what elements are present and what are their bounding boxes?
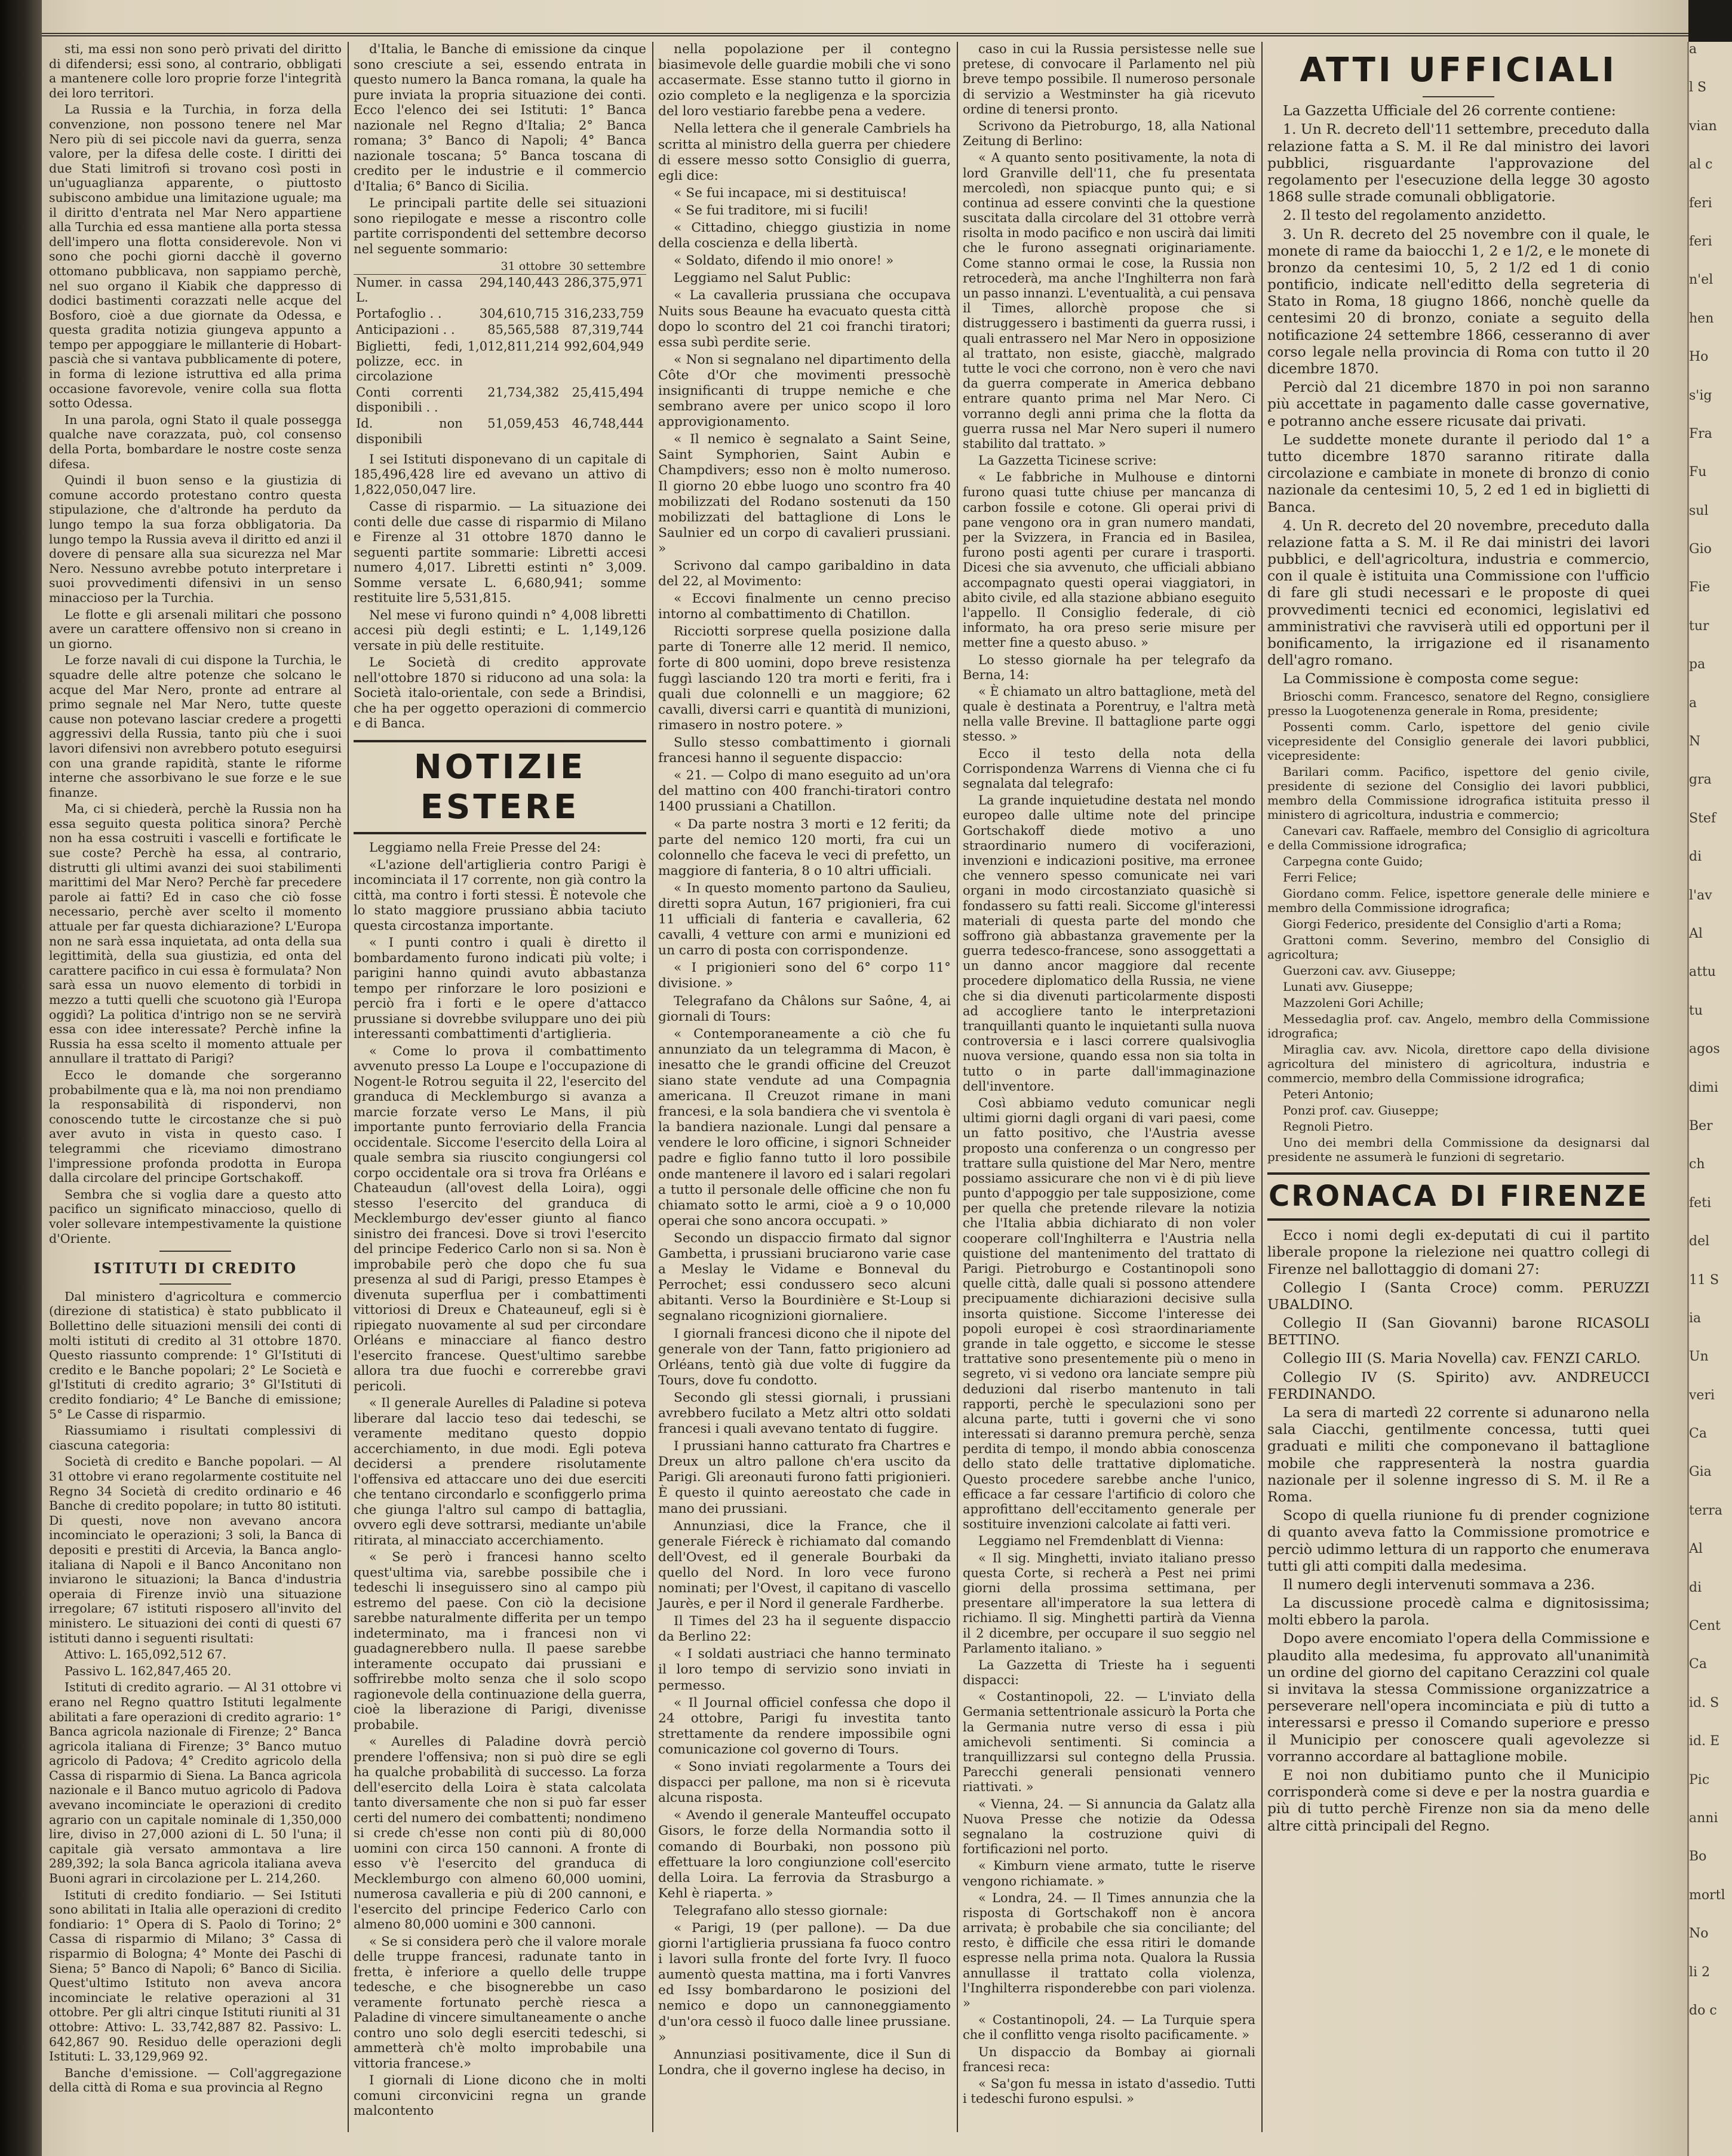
paragraph: Banche d'emissione. — Coll'aggregazione della città di Roma e sua provincia al Regno: [49, 2065, 342, 2095]
next-page-fragment: Ca: [1689, 1426, 1707, 1442]
paragraph: Miraglia cav. avv. Nicola, direttore capo della divisione agricoltura del ministero di agricoltura, industria e commercio, membro della Commissione idrografica;: [1267, 1042, 1650, 1085]
row-value: 316,233,759: [564, 306, 644, 321]
paragraph: Leggiamo nel Salut Public:: [674, 271, 851, 286]
next-page-fragment: 11 S: [1689, 1272, 1719, 1288]
paragraph: « 21. — Colpo di mano eseguito ad un'ora del mattino con 400 franchi-tiratori contro 1400 prussiani a Chatillon.: [658, 768, 951, 815]
paragraph: Collegio I (Santa Croce) comm. PERUZZI UBALDINO.: [1267, 1279, 1650, 1313]
paragraph: I sei Istituti disponevano di un capitale di 185,496,428 lire ed avevano un attivo di 1,822,050,047 lire.: [354, 452, 646, 497]
paragraph: 2. Il testo del regolamento anzidetto.: [1283, 207, 1546, 224]
next-page-fragment: Bo: [1689, 1849, 1707, 1865]
paragraph: « Vienna, 24. — Si annuncia da Galatz alla Nuova Presse che notizie da Odessa segnalano la costruzione quivi di fortificazioni nel porto.: [963, 1796, 1255, 1857]
paragraph: « Contemporaneamente a ciò che fu annunziato da un telegramma di Macon, è inesatto che le grandi officine del Creuzot siano state vendute ad una Compagnia americana. Il Creuzot rimane in mani francesi, e la sola bandiera che vi sventola è la bandiera nazionale. Lungi dal pensare a vendere le loro officine, i signori Schneider padre e figlio fanno tutto il loro possibile onde mantenere il lavoro ed i salari regolari a tutto il personale delle officine che non fu chiamato sotto le armi, cioè a 9 o 10,000 operai che sono ancora occupati. »: [658, 1026, 951, 1229]
row-label: Conti correnti disponibili . .: [356, 385, 463, 415]
paragraph: « Da parte nostra 3 morti e 12 feriti; da parte del nemico 120 morti, fra cui un colonnello che faceva le veci di prefetto, un maggiore di fanteria, 8 o 10 altri ufficiali.: [658, 816, 951, 879]
paragraph: 3. Un R. decreto del 25 novembre con il quale, le monete di rame da baiocchi 1, 2 e 1/2, e le monete di bronzo da centesimi 10, 5, 2 1/2 ed 1 di conio pontificio, indicate nell'editto della segreteria di Stato in Roma, 18 giugno 1866, nonchè quelle da centesimi 20 di bronzo, coniate a seguito della notificazione 24 settembre 1866, cesseranno di aver corso legale nella provincia di Roma con tutto il 20 dicembre 1870.: [1267, 225, 1650, 377]
paragraph: Nella lettera che il generale Cambriels ha scritta al ministro della guerra per chiedere di essere messo sotto Consiglio di guerra, egli dice:: [658, 121, 951, 183]
next-page-fragment: a: [1689, 695, 1697, 711]
row-value: 286,375,971: [564, 275, 644, 290]
paragraph: Il numero degli intervenuti sommava a 236.: [1283, 1575, 1595, 1593]
paragraph: Sullo stesso combattimento i giornali francesi hanno il seguente dispaccio:: [658, 735, 951, 766]
paragraph: Ricciotti sorprese quella posizione dalla parte di Tonerre alle 12 merid. Il nemico, forte di 800 uomini, dopo breve resistenza fuggì lasciando 120 tra morti e feriti, fra i quali due colonnelli e un maggiore; 62 cavalli, diversi carri e quantità di munizioni, rimasero in nostro potere. »: [658, 624, 951, 733]
table-row: [354, 306, 646, 322]
next-page-fragment: No: [1689, 1926, 1709, 1942]
column-2-paras: [354, 42, 646, 257]
column-rule: [957, 42, 958, 2132]
column-2-paras3: [354, 840, 646, 2119]
next-page-fragment: di: [1689, 1580, 1702, 1595]
paragraph: Collegio II (San Giovanni) barone RICASOLI BETTINO.: [1267, 1315, 1650, 1349]
paragraph: Casse di risparmio. — La situazione dei conti delle due casse di risparmio di Milano e Firenze al 31 ottobre 1870 danno le seguenti partite sommarie: Libretti accesi numero 4,017. Libretti estinti n° 3,009. Somme versate L. 6,680,941; somme restituite lire 5,531,815.: [354, 499, 646, 606]
next-page-fragment: Al: [1689, 1541, 1703, 1557]
row-label: Numer. in cassa L.: [356, 275, 463, 305]
paragraph: Brioschi comm. Francesco, senatore del Regno, consigliere presso la Luogotenenza generale in Roma, presidente;: [1267, 689, 1650, 718]
row-value: 46,748,444: [572, 416, 644, 431]
paragraph: Canevari cav. Raffaele, membro del Consiglio di agricoltura e della Commissione idrografica;: [1267, 823, 1650, 852]
paragraph: Secondo un dispaccio firmato dal signor Gambetta, i prussiani bruciarono varie case a Meslay le Vidame e Bonneval du Perrochet; essi condussero seco alcuni abitanti. Verso la Bourdinière e St-Loup si segnalano ricognizioni giornaliere.: [658, 1230, 951, 1324]
row-value: 294,140,443: [479, 275, 560, 290]
paragraph: Società di credito e Banche popolari. — Al 31 ottobre vi erano regolarmente costituite nel Regno 34 Società di credito ordinario e 46 Banche di credito popolare; in tutto 80 istituti. Di questi, nove non avevano ancora incominciato le operazioni; 3 soli, la Banca di depositi e prestiti di Arcevia, la Banca anglo-italiana di Napoli e il Banco Anconitano non inviarono le situazioni; la Banca d'industria operaia di Firenze inviò una situazione irregolare; 67 istituti risposero all'invito del ministero. Le situazioni dei conti di questi 67 istituti danno i seguenti risultati:: [49, 1454, 342, 1645]
next-page-fragment: a: [1689, 42, 1697, 57]
row-value: 992,604,949: [564, 339, 644, 354]
paragraph: Carpegna conte Guido;: [1283, 853, 1423, 868]
paragraph: Annunziasi positivamente, dice il Sun di Londra, che il governo inglese ha deciso, in: [658, 2047, 951, 2078]
paragraph: « Sa'gon fu messa in istato d'assedio. Tutti i tedeschi furono espulsi. »: [963, 2076, 1255, 2106]
paragraph: « La cavalleria prussiana che occupava Nuits sous Beaune ha evacuato questa città dopo lo scontro del 21 coi franchi tiratori; essa subì perdite serie.: [658, 288, 951, 350]
row-value: 85,565,588: [487, 323, 560, 337]
newspaper-page: [42, 0, 1725, 2156]
paragraph: Un dispaccio da Bombay ai giornali francesi reca:: [963, 2044, 1255, 2074]
row-value: 21,734,382: [487, 385, 560, 400]
next-page-fragment: feri: [1689, 195, 1712, 211]
table-row: [354, 322, 646, 338]
paragraph: Il Times del 23 ha il seguente dispaccio da Berlino 22:: [658, 1614, 951, 1645]
commission-members: [1267, 689, 1650, 1164]
paragraph: Barilari comm. Pacifico, ispettore del genio civile, presidente di sezione del Consiglio dei lavori pubblici, membro della Commissione idrografica istituita presso il ministero di agricoltura, industria e commercio;: [1267, 764, 1650, 822]
paragraph: « È chiamato un altro battaglione, metà del quale è destinata a Porentruy, e l'altra metà nella valle Brevine. Il battaglione parte oggi stesso. »: [963, 684, 1255, 744]
column-1: [49, 42, 342, 2132]
next-page-fragment: li 2: [1689, 1964, 1710, 1980]
next-page-fragment: tur: [1689, 618, 1709, 634]
paragraph: « Sono inviati regolarmente a Tours dei dispacci per pallone, ma non si è ricevuta alcuna risposta.: [658, 1759, 951, 1806]
paragraph: Ponzi prof. cav. Giuseppe;: [1283, 1102, 1439, 1117]
paragraph: « Come lo prova il combattimento avvenuto presso La Loupe e l'occupazione di Nogent-le Rotrou seguita il 22, l'esercito del granduca di Mecklemburgo si avanza a marcie forzate verso Le Mans, il più importante punto ferroviario della Francia occidentale. Siccome l'esercito della Loira al quale sembra sia riuscito congiungersi col corpo occidentale ora si trova fra Orléans e Chateaudun (all'ovest della Loira), oggi stesso l'esercito del granduca di Mecklemburgo dev'esser giunto al fianco sinistro dei francesi. Dove si trovi l'esercito del principe Federico Carlo non si sa. Non è improbabile però che dopo che fu sua presenza al sud di Parigi, presso Etampes è divenuta superflua per i combattimenti vittoriosi di Dreux e Chateauneuf, egli si è ripiegato nuovamente al sud per circondare Orléans e minacciare al fianco destro l'esercito francese. Quest'ultimo sarebbe allora tra due fuochi e correrebbe gravi pericoli.: [354, 1043, 646, 1394]
paragraph: « I punti contro i quali è diretto il bombardamento furono indicati più volte; i parigini hanno quindi avuto abbastanza tempo per rinforzare le loro posizioni e perciò fra i forti e le opere d'attacco prussiane si dovrebbe sviluppare uno dei più interessanti combattimenti d'artiglieria.: [354, 935, 646, 1042]
paragraph: « Aurelles di Paladine dovrà perciò prendere l'offensiva; non si può dire se egli ha qualche probabilità di successo. La forza dell'esercito della Loira è stata calcolata tanto diversamente che non si può far esser certi del numero dei combattenti; nondimeno si crede ch'esse non conti più di 80,000 uomini con circa 150 cannoni. A fronte di esso v'è l'esercito del granduca di Mecklemburgo con almeno 60,000 uomini, numerosa cavalleria e più di 200 cannoni, e l'esercito del principe Federico Carlo con almeno 80,000 uomini e 300 cannoni.: [354, 1734, 646, 1933]
paragraph: « I prigionieri sono del 6° corpo 11° divisione. »: [658, 960, 951, 991]
next-page-fragment: s'ig: [1689, 388, 1712, 403]
paragraph: « Kimburn viene armato, tutte le riserve vengono richiamate. »: [963, 1859, 1255, 1888]
row-value: 87,319,744: [572, 323, 644, 337]
next-page-fragment: gra: [1689, 772, 1712, 788]
paragraph: Mazzoleni Gori Achille;: [1283, 995, 1424, 1010]
next-page-fragment: vian: [1689, 118, 1717, 134]
paragraph: Lunati avv. Giuseppe;: [1283, 979, 1414, 994]
paragraph: Ecco i nomi degli ex-deputati di cui il partito liberale propone la rielezione nei quattro collegi di Firenze nel ballottaggio di domani 27:: [1267, 1227, 1650, 1277]
paragraph: « Il nemico è segnalato a Saint Seine, Saint Symphorien, Saint Aubin e Champdivers; esso non è molto numeroso. Il giorno 20 ebbe luogo uno scontro fra 40 mobilizzati del Rodano sostenuti da 150 mobilizzati del battaglione di Lons le Saulnier ed un corpo di cavalieri prussiani. »: [658, 432, 951, 556]
paragraph: nella popolazione per il contegno biasimevole delle guardie mobili che vi sono accasermate. Esse stanno tutto il giorno in ozio completo e la negligenza e la sporcizia del loro vestiario farebbe pena a vedere.: [658, 42, 951, 119]
table-row: [354, 385, 646, 416]
next-page-fragment: ch: [1689, 1157, 1705, 1172]
section-heading-official-acts: ATTI UFFICIALI: [1300, 51, 1617, 90]
paragraph: « A quanto sento positivamente, la nota di lord Granville dell'11, che fu presentata mercoledì, non spiacque punto qui; e si continua ad essere convinti che la questione suscitata dalla circolare del 31 ottobre verrà risolta in modo pacifico e non uscirà dai limiti che le furono assegnati originariamente. Come stanno ormai le cose, la Russia non retrocederà, ma anche l'Inghilterra non farà un passo innanzi. L'eventualità, a cui pensava il Times, allorchè propose che si distruggessero i bastimenti da guerra russi, i quali entrassero nel Mar Nero in opposizione al trattato, non esiste, giacchè, malgrado tutte le voci che corrono, non è vero che navi da guerra comperate in America debbano entrare quanto prima nel Mar Nero. Ci vorranno degli anni prima che la flotta da guerra russa nel Mar Nero superi il numero stabilito dal trattato. »: [963, 151, 1255, 451]
next-page-fragment: sul: [1689, 503, 1709, 518]
paragraph: « Il sig. Minghetti, inviato italiano presso questa Corte, si recherà a Pest nei primi giorni della prossima settimana, per presentare all'imperatore la sua lettera di richiamo. Il sig. Minghetti partirà da Vienna il 2 dicembre, per occupare il suo seggio nel Parlamento italiano. »: [963, 1550, 1255, 1656]
book-spine: [0, 0, 42, 2156]
paragraph: Messedaglia prof. cav. Angelo, membro della Commissione idrografica;: [1267, 1011, 1650, 1040]
paragraph: 1. Un R. decreto dell'11 settembre, preceduto dalla relazione fatta a S. M. il Re dal ministro dei lavori pubblici, risguardante l'approvazione del regolamento per l'esecuzione della legge 30 agosto 1868 sulle strade comunali obbligatorie.: [1267, 121, 1650, 205]
paragraph: « Se si considera però che il valore morale delle truppe francesi, radunate tanto in fretta, è inferiore a quello delle truppe tedesche, e che bisognerebbe un caso veramente fortunato perchè riesca a Paladine di vincere simultaneamente o anche contro uno solo degli eserciti tedeschi, si ammetterà ch'è molto improbabile una vittoria francese.»: [354, 1934, 646, 2071]
paragraph: Scopo di quella riunione fu di prender cognizione di quanto aveva fatto la Commissione promotrice e perciò udimmo lettura di un rapporto che enumerava tutti gli atti compiti dalla medesima.: [1267, 1507, 1650, 1574]
row-label: Portafoglio . .: [356, 306, 442, 321]
next-page-fragment: anni: [1689, 1810, 1718, 1826]
paragraph: « Costantinopoli, 24. — La Turquie spera che il conflitto venga risolto pacificamente. »: [963, 2013, 1255, 2043]
paragraph: La Russia e la Turchia, in forza della convenzione, non possono tenere nel Mar Nero più di sei piccole navi da guerra, senza valore, per la difesa delle coste. I diritti dei due Stati limitrofi si trovano così posti in un'uguaglianza apparente, o piuttosto subiscono ambidue una limitazione uguale; ma il diritto d'entrata nel Mar Nero appartiene alla Turchia ed essa mantiene alla porta stessa dell'impero una flotta considerevole. Non vi sono che pochi giorni dacchè il governo ottomano pubblicava, non sappiamo perchè, nel suo organo il Kiabik che dappresso di dodici bastimenti corazzati nelle acque del Bosforo, cioè a due giornate da Odessa, e questa gradita notizia giungeva appunto a tempo per appoggiare le millanterie di Hobart-pascià che si vantava pubblicamente di potere, in forma di lezione istruttiva ed alla prima occasione favorevole, venire colla sua flotta sotto Odessa.: [49, 102, 342, 411]
next-page-fragment: mortl: [1689, 1887, 1725, 1903]
paragraph: Sembra che si voglia dare a questo atto pacifico un significato minaccioso, quello di voler sollevare intempestivamente la quistione d'Oriente.: [49, 1187, 342, 1246]
section-heading-credit: ISTITUTI DI CREDITO: [93, 1260, 297, 1277]
paragraph: Ma, ci si chiederà, perchè la Russia non ha essa seguito questa politica sinora? Perchè non ha essa costruiti i vascelli e fortificate le sue coste? Perchè ha essa, al contrario, distrutti gli ultimi avanzi dei suoi stabilimenti marittimi del Mar Nero? Perchè far precedere parole ai fatti? Ed in caso che ciò fosse necessario, perchè aver scelto il momento attuale per far questa dichiarazione? L'Europa non ne sarà essa inquietata, ad onta della sua legittimità, della sua giustizia, ed onta del carattere pacifico in cui essa è formulata? Non sarà essa un nuovo elemento di torbidi in mezzo a tutti quelli che scuotono già l'Europa oggidì? La politica d'intrigo non se ne servirà essa con idee interessate? Perchè infine la Russia ha essa scelto il momento attuale per annullare il trattato di Parigi?: [49, 801, 342, 1066]
paragraph: Così abbiamo veduto comunicar negli ultimi giorni dagli organi di vari paesi, come un fatto positivo, che l'Austria avesse proposto una conferenza o un congresso per trattare sulla quistione del Mar Nero, mentre possiamo assicurare che non vi è di più lieve punto d'appoggio per tale supposizione, come per quella che pretende rilevare la notizia che l'Italia abbia dichiarato di non voler cooperare coll'Inghilterra e l'Austria nella quistione del mantenimento del trattato di Parigi. Pietroburgo e Costantinopoli sono quelle città, dalle quali si possono attendere precipuamente dichiarazioni decisive sulla insorta quistione. Siccome l'interesse dei popoli europei è così straordinariamente grande in tale oggetto, e siccome le stesse trattative sono presentemente più o meno in segreto, vi si vedono ora lanciate sempre più deduzioni dal riserbo mantenuto in tali rapporti, perchè le speculazioni sono per alcuna parte, tutti i governi che vi sono interessati si daranno premura perchè, senza perdita di tempo, il mondo abbia conoscenza dello stato delle trattative diplomatiche. Questo procedere sarebbe anche l'unico, efficace a far cessare l'artificio di coloro che approfittano dell'eccitamento generale per sostituire invenzioni calcolate ai fatti veri.: [963, 1095, 1255, 1532]
paragraph: La sera di martedì 22 corrente si adunarono nella sala Ciacchi, gentilmente concessa, tutti quei graduati e militi che componevano il battaglione mobile che rappresenterà la nostra guardia nazionale per il solenne ingresso di S. M. il Re a Roma.: [1267, 1404, 1650, 1505]
paragraph: Dal ministero d'agricoltura e commercio (direzione di statistica) è stato pubblicato il Bollettino delle situazioni mensili dei conti di molti istituti di credito al 31 ottobre 1870. Questo riassunto comprende: 1° Gl'Istituti di credito e le Banche popolari; 2° Le Società e gl'Istituti di credito agrario; 3° Gl'Istituti di credito fondiario; 4° Le Banche di emissione; 5° Le Casse di risparmio.: [49, 1289, 342, 1421]
table-body: [354, 274, 646, 447]
next-page-fragment: Al: [1689, 926, 1703, 941]
next-page-fragment: hen: [1689, 311, 1714, 326]
separator: [159, 1251, 231, 1252]
section-heading-florence: CRONACA DI FIRENZE: [1267, 1172, 1650, 1221]
column-rule: [1261, 42, 1263, 2132]
next-page-fragment: terra: [1689, 1503, 1723, 1518]
row-value: 51,059,453: [487, 416, 560, 431]
table-corner: [354, 259, 465, 274]
next-page-fragment: pa: [1689, 657, 1706, 672]
next-page-fragment: feti: [1689, 1195, 1712, 1211]
column-2: [354, 42, 646, 2132]
paragraph: Ecco il testo della nota della Corrispondenza Warrens di Vienna che ci fu segnalata dal telegrafo:: [963, 746, 1255, 791]
paragraph: Le forze navali di cui dispone la Turchia, le squadre delle altre potenze che solcano le acque del Mar Nero, pronte ad entrare al primo segnale nel Mar Nero, tutte queste cause non potevano lasciar credere a progetti aggressivi della Russia, tanto più che i suoi lavori difensivi non avrebbero potuto eseguirsi con una grande rapidità, stante le riforme interne che assorbivano le sue forze e le sue finanze.: [49, 653, 342, 800]
paragraph: « In questo momento partono da Saulieu, diretti sopra Autun, 167 prigionieri, fra cui 11 ufficiali di fanteria e cavalleria, 62 cavalli, 4 vetture con armi e munizioni ed un carro di posta con corrispondenze.: [658, 880, 951, 959]
row-label: Id. non disponibili: [356, 416, 463, 446]
paragraph: Leggiamo nel Fremdenblatt di Vienna:: [978, 1534, 1224, 1549]
next-page-fragment: feri: [1689, 234, 1712, 249]
next-page-fragment: id. S: [1689, 1695, 1719, 1710]
paragraph: d'Italia, le Banche di emissione da cinque sono cresciute a sei, essendo entrata in questo numero la Banca romana, la quale ha pure inviata la propria situazione dei conti. Ecco l'elenco dei sei Istituti: 1° Banca nazionale nel Regno d'Italia; 2° Banca romana; 3° Banco di Napoli; 4° Banca nazionale toscana; 5° Banca toscana di credito per le industrie e il commercio d'Italia; 6° Banco di Sicilia.: [354, 42, 646, 194]
next-page-fragment: Un: [1689, 1349, 1709, 1365]
next-page-fragment: attu: [1689, 965, 1716, 980]
next-page-fragment: do c: [1689, 2003, 1717, 2018]
paragraph: Le flotte e gli arsenali militari che possono avere un carattere offensivo non si creano in un giorno.: [49, 607, 342, 651]
row-label: Biglietti, fedi, polizze, ecc. in circolazione: [356, 339, 463, 383]
paragraph: Ecco le domande che sorgeranno probabilmente qua e là, ma noi non prendiamo la responsabilità di rispondervi, non conoscendo tutte le circostanze che si può aver avuto in vista in questo caso. I telegrammi che riceviamo dimostrano l'impressione profonda prodotta in Europa dalla circolare del principe Gortschakoff.: [49, 1067, 342, 1186]
paragraph: « Cittadino, chieggo giustizia in nome della coscienza e della libertà.: [658, 220, 951, 251]
next-page-fragment: N: [1689, 734, 1701, 750]
column-1-paras2: [49, 1289, 342, 2095]
paragraph: sti, ma essi non sono però privati del diritto di difendersi; essi sono, al contrario, obbligati a mantenere colle loro proprie forze l'integrità dei loro territori.: [49, 42, 342, 100]
column-1-paras: [49, 42, 342, 1246]
next-page-fragment: Ca: [1689, 1657, 1707, 1672]
paragraph: « I soldati austriaci che hanno terminato il loro tempo di servizio sono inviati in permesso.: [658, 1647, 951, 1693]
next-page-fragment: Gio: [1689, 542, 1712, 557]
column-5-paras: [1267, 102, 1650, 687]
next-page-fragment: l'av: [1689, 887, 1712, 903]
paragraph: « Avendo il generale Manteuffel occupato Gisors, le forze della Normandia sotto il comando di Bourbaki, non possono più effettuare la loro congiunzione coll'esercito della Loira. La ferrovia da Strasburgo a Kehl è riaperta. »: [658, 1808, 951, 1901]
paragraph: Istituti di credito fondiario. — Sei Istituti sono abilitati in Italia alle operazioni di credito fondiario: 1° Opera di S. Paolo di Torino; 2° Cassa di risparmio di Milano; 3° Cassa di risparmio di Bologna; 4° Monte dei Paschi di Siena; 5° Banco di Napoli; 6° Banco di Sicilia. Quest'ultimo Istituto non aveva ancora incominciate le relative operazioni al 31 ottobre. Per gli altri cinque Istituti riuniti al 31 ottobre: Attivo: L. 33,742,887 82. Passivo: L. 642,867 90. Residuo delle operazioni degli Istituti: L. 33,129,969 92.: [49, 1887, 342, 2064]
row-value: 25,415,494: [572, 385, 644, 400]
paragraph: Giorgi Federico, presidente del Consiglio d'arti a Roma;: [1283, 916, 1622, 931]
paragraph: « Il Journal officiel confessa che dopo il 24 ottobre, Parigi fu investita tanto strettamente da rendere impossibile ogni comunicazione col governo di Tours.: [658, 1695, 951, 1757]
next-page-fragment: n'el: [1689, 272, 1713, 288]
paragraph: I giornali francesi dicono che il nipote del generale von der Tann, fatto prigioniero ad Orléans, tentò già due volte di fuggire da Tours, dove fu condotto.: [658, 1326, 951, 1388]
next-page-fragment: ia: [1689, 1310, 1702, 1326]
table-row: [354, 339, 646, 385]
top-rule: [42, 0, 1688, 36]
row-label: Anticipazioni . .: [356, 323, 455, 337]
paragraph: Le Società di credito approvate nell'ottobre 1870 si riducono ad una sola: la Società italo-orientale, con sede a Brindisi, che ha per oggetto operazioni di commercio e di Banca.: [354, 655, 646, 732]
table-head-september: 30 settembre: [561, 259, 646, 274]
next-page-fragment: tu: [1689, 1003, 1703, 1018]
paragraph: Uno dei membri della Commissione da designarsi dal presidente ne assumerà le funzioni di segretario.: [1267, 1135, 1650, 1164]
paragraph: Passivo L. 162,847,465 20.: [65, 1663, 232, 1678]
paragraph: Guerzoni cav. avv. Giuseppe;: [1283, 963, 1456, 978]
paragraph: Regnoli Pietro.: [1283, 1119, 1374, 1134]
paragraph: La Commissione è composta come segue:: [1283, 670, 1579, 687]
row-value: 1,012,811,214: [467, 339, 560, 354]
paragraph: « Londra, 24. — Il Times annunzia che la risposta di Gortschakoff non è ancora arrivata; è probabile che sia conciliante; del resto, è difficile che essa ritiri le domande espresse nella prima nota. Qualora la Russia annullasse il trattato colla violenza, l'Inghilterra risponderebbe con pari violenza. »: [963, 1890, 1255, 2010]
paragraph: Istituti di credito agrario. — Al 31 ottobre vi erano nel Regno quattro Istituti legalmente abilitati a fare operazioni di credito agrario: 1° Banca agricola nazionale di Firenze; 2° Banca agricola italiana di Firenze; 3° Banco mutuo agricolo di Padova; 4° Credito agricolo della Cassa di risparmio di Siena. La Banca agricola nazionale e il Banco mutuo agricolo di Padova avevano incominciate le operazioni di credito agrario con un capitale nominale di 1,350,000 lire, diviso in 27,000 azioni di L. 50 l'una; il capitale già versato ammontava a lire 289,392; la sola Banca agricola italiana aveva Buoni agrari in circolazione per L. 214,260.: [49, 1680, 342, 1886]
next-page-fragment: Fu: [1689, 465, 1707, 480]
paragraph: I giornali di Lione dicono che in molti comuni circonvicini regna un grande malcontento: [354, 2073, 646, 2119]
paragraph: Attivo: L. 165,092,512 67.: [65, 1647, 227, 1662]
paragraph: Lo stesso giornale ha per telegrafo da Berna, 14:: [963, 652, 1255, 682]
paragraph: Leggiamo nella Freie Presse del 24:: [369, 840, 601, 856]
row-value: 304,610,715: [479, 306, 560, 321]
paragraph: La grande inquietudine destata nel mondo europeo dalle ultime note del principe Gortschakoff diede motivo a uno straordinario numero di vociferazioni, invenzioni e indicazioni positive, ma erronee che vennero spesso comunicate nei vari organi in modo circostanziato quasichè si fondassero su fatti reali. Siccome gl'interessi materiali di questa parte del mondo che soffrono già abbastanza gravemente per la guerra tedesco-francese, sono assoggettati a un danno ancor maggiore dal recente procedere diplomatico della Russia, ne viene che si dia divenuti particolarmente disposti ad accogliere tanto le interpretazioni tranquillanti quanto le inquietanti sulla nuova controversia e i lasci correre qualsivoglia nuova versione, quando essa non sia tolta in tutto o in parte dall'immaginazione dell'inventore.: [963, 793, 1255, 1094]
column-rule: [652, 42, 653, 2132]
paragraph: « Costantinopoli, 22. — L'inviato della Germania settentrionale assicurò la Porta che la Germania nutre verso di essa i più amichevoli sentimenti. Si comincia a tranquillizzarsi sul contegno della Prussia. Parecchi generali pensionati vennero riattivati. »: [963, 1690, 1255, 1795]
paragraph: Riassumiamo i risultati complessivi di ciascuna categoria:: [49, 1423, 342, 1452]
next-page-fragment: id. E: [1689, 1734, 1720, 1749]
paragraph: caso in cui la Russia persistesse nelle sue pretese, di convocare il Parlamento nel più breve tempo possibile. Il numeroso personale di servizio a Westminster ha già ricevuto ordine di tenersi pronto.: [963, 42, 1255, 116]
paragraph: Possenti comm. Carlo, ispettore del genio civile vicepresidente del Consiglio generale dei lavori pubblici, vicepresidente:: [1267, 719, 1650, 763]
paragraph: Giordano comm. Felice, ispettore generale delle miniere e membro della Commissione idrografica;: [1267, 886, 1650, 915]
column-5: [1267, 42, 1650, 2132]
paragraph: Telegrafano da Châlons sur Saône, 4, ai giornali di Tours:: [658, 993, 951, 1024]
table-head-october: 31 ottobre: [465, 259, 562, 274]
paragraph: Dopo avere encomiato l'opera della Commissione e plaudito alla medesima, fu approvato all'unanimità un ordine del giorno del capitano Cerazzini col quale si invitava la stessa Commissione organizzatrice a perseverare nell'opera incominciata e più di tutto a interessarsi e presso il Comando superiore e presso il Municipio per conoscere quali agevolezze si vorranno accordare al battaglione mobile.: [1267, 1630, 1650, 1765]
paragraph: 4. Un R. decreto del 20 novembre, preceduto dalla relazione fatta a S. M. il Re dai ministri dei lavori pubblici, e dell'agricoltura, industria e commercio, con il quale è istituita una Commissione con l'ufficio di fare gli studi necessari e le proposte di quei provvedimenti tecnici ed economici, legislativi ed amministrativi che ravviserà utili ed opportuni per il bonificamento, la irrigazione ed il risanamento dell'agro romano.: [1267, 517, 1650, 669]
column-5-paras2: [1267, 1227, 1650, 1834]
next-page-fragment: Fra: [1689, 426, 1712, 441]
paragraph: E noi non dubitiamo punto che il Municipio corrisponderà come si deve e per la nostra guardia e più di tutto perchè Firenze non sia da meno delle altre città principali del Regno.: [1267, 1766, 1650, 1834]
paragraph: Collegio III (S. Maria Novella) cav. FENZI CARLO.: [1283, 1350, 1641, 1367]
next-page-fragment: del: [1689, 1234, 1710, 1249]
paragraph: La Gazzetta Ticinese scrive:: [978, 453, 1157, 468]
paragraph: Peteri Antonio;: [1283, 1086, 1374, 1101]
next-page-fragment: Gia: [1689, 1464, 1712, 1480]
paragraph: « Se fui incapace, mi si destituisca!: [674, 185, 907, 201]
paragraph: Grattoni comm. Severino, membro del Consiglio di agricoltura;: [1267, 932, 1650, 962]
paragraph: Secondo gli stessi giornali, i prussiani avrebbero fucilato a Metz altri otto soldati francesi i quali avevano tentato di fuggire.: [658, 1390, 951, 1437]
paragraph: «L'azione dell'artiglieria contro Parigi è incominciata il 17 corrente, non già contro la città, ma contro i forti stessi. È notevole che lo stato maggiore prussiano abbia taciuto questa circostanza importante.: [354, 857, 646, 933]
paragraph: « Eccovi finalmente un cenno preciso intorno al combattimento di Chatillon.: [658, 591, 951, 622]
column-rule: [348, 42, 349, 2132]
next-page-fragment: Fie: [1689, 580, 1710, 595]
column-4: [963, 42, 1255, 2132]
paragraph: « Se però i francesi hanno scelto quest'ultima via, sarebbe possibile che i tedeschi li inseguissero sino al campo più estremo del paese. Con ciò la decisione sarebbe naturalmente differita per un tempo indeterminato, ma i francesi non vi guadagnerebbero nulla. Il paese sarebbe interamente occupato dai prussiani e soffrirebbe molto senza che il solo scopo ragionevole della continuazione della guerra, cioè la liberazione di Parigi, divenisse probabile.: [354, 1550, 646, 1733]
separator: [159, 1283, 231, 1285]
next-page-fragment: Cent: [1689, 1618, 1721, 1634]
paragraph: Nel mese vi furono quindi n° 4,008 libretti accesi più degli estinti; e L. 1,149,126 versate in più delle restituite.: [354, 607, 646, 653]
paragraph: Annunziasi, dice la France, che il generale Fiéreck è richiamato dal comando dell'Ovest, ed il generale Bourbaki da quello del Nord. In loro vece furono nominati; per l'Ovest, il capitano di vascello Jaurès, e per il Nord il generale Fardherbe.: [658, 1518, 951, 1612]
paragraph: In una parola, ogni Stato il quale possegga qualche nave corazzata, può, col consenso della Porta, bombardare le nostre coste senza difesa.: [49, 412, 342, 471]
column-3-paras: [658, 42, 951, 2078]
paragraph: « Le fabbriche in Mulhouse e dintorni furono quasi tutte chiuse per mancanza di carbon fossile e cotone. Gli operai privi di pane vengono ora in gran numero mandati, per la Svizzera, in Francia ed in Basilea, furono posti agenti per curare i trasporti. Dicesi che sia avvenuto, che ufficiali abbiano accompagnato questi operai viaggiatori, in abito civile, ed alla stazione abbiano eseguito l'appello. Il Consiglio federale, di ciò informato, ha ora preso serie misure per metter fine a questo abuso. »: [963, 470, 1255, 650]
paragraph: « Parigi, 19 (per pallone). — Da due giorni l'artiglieria prussiana fa fuoco contro i lavori sulla fronte del forte Ivry. Il fuoco aumentò questa mattina, ma i forti Vanvres ed Issy bombardarono le posizioni del nemico e dopo un cannoneggiamento d'un'ora cessò il fuoco dalle linee prussiane. »: [658, 1920, 951, 2045]
column-2-paras2: [354, 452, 646, 732]
next-page-fragment: di: [1689, 849, 1702, 865]
paragraph: « Soldato, difendo il mio onore! »: [674, 253, 894, 269]
next-page-fragment: Pic: [1689, 1772, 1710, 1788]
next-page-fragment: al c: [1689, 157, 1713, 173]
paragraph: La discussione procedè calma e dignitosissima; molti ebbero la parola.: [1267, 1595, 1650, 1629]
next-page-fragment: veri: [1689, 1387, 1715, 1403]
paragraph: Scrivono dal campo garibaldino in data del 22, al Movimento:: [658, 558, 951, 589]
next-page-fragment: Ho: [1689, 349, 1709, 365]
paragraph: Quindi il buon senso e la giustizia di comune accordo protestano contro questa stipulazione, che d'altronde ha perduto da lungo tempo la sua forza obbligatoria. Da lungo tempo la Russia aveva il diritto ed anzi il dovere di pensare alla sua sicurezza nel Mar Nero. Nessuno avrebbe potuto interpretare i suoi provvedimenti difensivi in un senso minaccioso per la Turchia.: [49, 473, 342, 605]
paragraph: Scrivono da Pietroburgo, 18, alla National Zeitung di Berlino:: [963, 118, 1255, 149]
column-4-paras: [963, 42, 1255, 2106]
bank-summary-table: [354, 259, 646, 447]
next-page-fragment: dimi: [1689, 1080, 1719, 1095]
paragraph: Perciò dal 21 dicembre 1870 in poi non saranno più accettate in pagamento dalle casse governative, e potranno anche essere ricusate dai privati.: [1267, 379, 1650, 429]
paragraph: Collegio IV (S. Spirito) avv. ANDREUCCI FERDINANDO.: [1267, 1368, 1650, 1402]
next-page-fragment: l S: [1689, 80, 1707, 96]
next-page-fragment: Stef: [1689, 810, 1716, 826]
paragraph: I prussiani hanno catturato fra Chartres e Dreux un altro pallone ch'era uscito da Parigi. Gli areonauti furono fatti prigionieri. È questo il quinto aereostato che cade in mano dei prussiani.: [658, 1439, 951, 1516]
next-page-fragment: agos: [1689, 1042, 1720, 1057]
section-heading-foreign-news: NOTIZIE ESTERE: [354, 740, 646, 834]
paragraph: Le suddette monete durante il periodo dal 1° a tutto dicembre 1870 saranno ritirate dalla circolazione e cambiate in monete di bronzo di conio nazionale da centesimi 10, 5, 2 ed 1 ed in biglietti di Banca.: [1267, 431, 1650, 515]
paragraph: Telegrafano allo stesso giornale:: [674, 1903, 888, 1918]
paragraph: « Il generale Aurelles di Paladine si poteva liberare dal laccio teso dai tedeschi, se veramente meditano questo doppio accerchiamento, in due modi. Egli poteva decidersi a prendere risolutamente l'offensiva ed attaccare uno dei due eserciti che tentano circondarlo e sconfiggerlo prima che giunga l'altro sul campo di battaglia, ovvero egli deve sottrarsi, mediante un'abile ritirata, al minacciato accerchiamento.: [354, 1396, 646, 1548]
next-page-edge: [1687, 42, 1732, 2156]
paragraph: La Gazzetta di Trieste ha i seguenti dispacci:: [963, 1657, 1255, 1688]
paragraph: Le principali partite delle sei situazioni sono riepilogate e messe a riscontro colle partite corrispondenti del settembre decorso nel seguente sommario:: [354, 196, 646, 257]
separator: [1423, 96, 1494, 97]
table-row: [354, 274, 646, 306]
paragraph: Ferri Felice;: [1283, 870, 1357, 884]
next-page-fragment: Ber: [1689, 1118, 1713, 1134]
table-row: [354, 416, 646, 447]
paragraph: La Gazzetta Ufficiale del 26 corrente contiene:: [1283, 102, 1616, 119]
column-3: [658, 42, 951, 2132]
paragraph: « Se fui traditore, mi si fucili!: [674, 202, 869, 218]
paragraph: « Non si segnalano nel dipartimento della Côte d'Or che movimenti pressochè insignificanti di truppe nemiche e che sembrano avere per unico scopo il loro approvigionamento.: [658, 352, 951, 430]
